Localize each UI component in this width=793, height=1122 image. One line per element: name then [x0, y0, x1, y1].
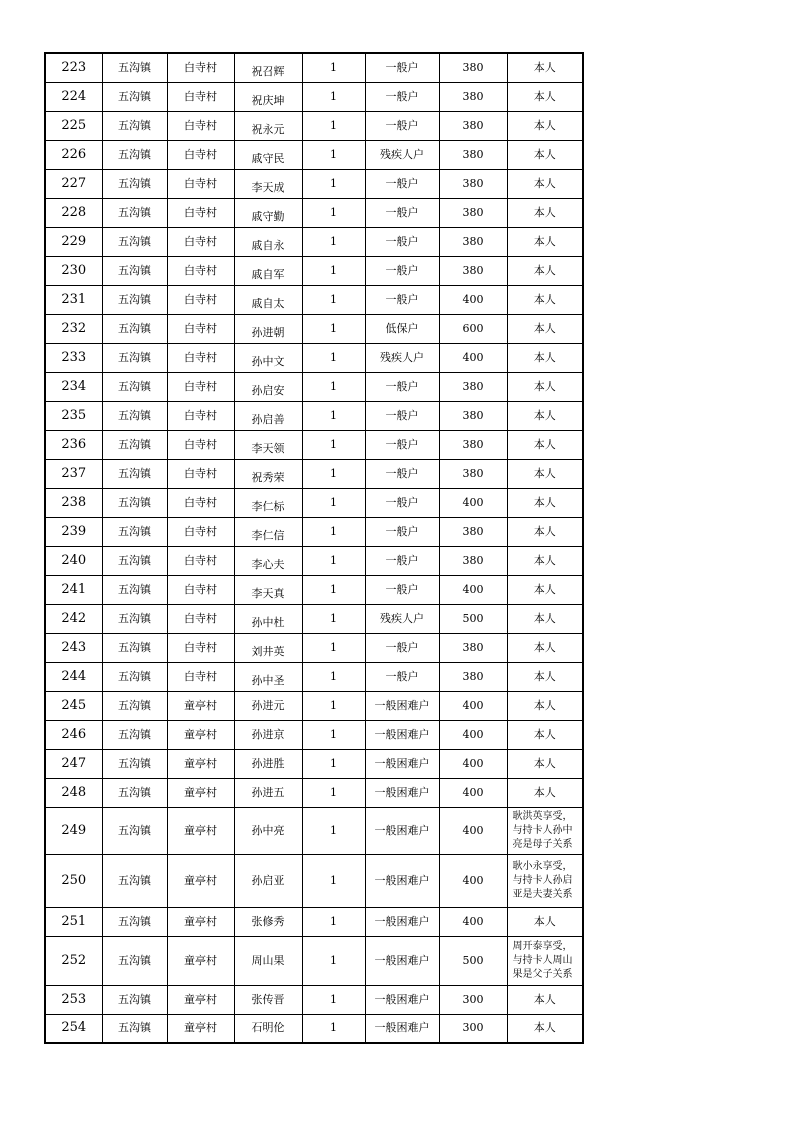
household-count-cell: 1 [302, 169, 365, 198]
recipient-note-cell: 本人 [507, 907, 583, 936]
amount-cell: 380 [439, 53, 507, 82]
town-cell: 五沟镇 [102, 854, 167, 907]
cardholder-name-cell: 孙启安 [234, 372, 302, 401]
table-row [45, 169, 583, 198]
amount-cell: 500 [439, 936, 507, 985]
household-type-cell: 一般户 [365, 53, 439, 82]
household-type-cell: 一般困难户 [365, 807, 439, 854]
recipient-note-cell: 本人 [507, 53, 583, 82]
recipient-note-cell: 本人 [507, 749, 583, 778]
cardholder-name-cell: 李心夫 [234, 546, 302, 575]
cardholder-name-cell: 戚守勤 [234, 198, 302, 227]
amount-cell: 380 [439, 256, 507, 285]
amount-cell: 380 [439, 517, 507, 546]
household-count-cell: 1 [302, 546, 365, 575]
serial-number-cell: 247 [45, 749, 102, 778]
recipient-note-cell: 本人 [507, 198, 583, 227]
cardholder-name-cell: 孙中文 [234, 343, 302, 372]
household-count-cell: 1 [302, 662, 365, 691]
recipient-note-cell: 本人 [507, 401, 583, 430]
amount-cell: 400 [439, 720, 507, 749]
serial-number-cell: 236 [45, 430, 102, 459]
household-count-cell: 1 [302, 285, 365, 314]
serial-number-cell: 242 [45, 604, 102, 633]
table-row [45, 517, 583, 546]
cardholder-name-cell: 祝秀荣 [234, 459, 302, 488]
cardholder-name-cell: 孙进胜 [234, 749, 302, 778]
serial-number-cell: 249 [45, 807, 102, 854]
village-cell: 童亭村 [167, 749, 234, 778]
household-type-cell: 残疾人户 [365, 343, 439, 372]
serial-number-cell: 223 [45, 53, 102, 82]
town-cell: 五沟镇 [102, 807, 167, 854]
village-cell: 白寺村 [167, 227, 234, 256]
household-type-cell: 一般户 [365, 285, 439, 314]
town-cell: 五沟镇 [102, 546, 167, 575]
town-cell: 五沟镇 [102, 778, 167, 807]
household-type-cell: 一般户 [365, 256, 439, 285]
table-row [45, 633, 583, 662]
subsidy-table [44, 52, 584, 1044]
cardholder-name-cell: 孙中亮 [234, 807, 302, 854]
town-cell: 五沟镇 [102, 372, 167, 401]
amount-cell: 400 [439, 749, 507, 778]
table-row [45, 401, 583, 430]
amount-cell: 380 [439, 430, 507, 459]
recipient-note-cell: 本人 [507, 169, 583, 198]
recipient-note-cell: 本人 [507, 1014, 583, 1043]
amount-cell: 400 [439, 778, 507, 807]
cardholder-name-cell: 李天成 [234, 169, 302, 198]
cardholder-name-cell: 孙进朝 [234, 314, 302, 343]
amount-cell: 300 [439, 1014, 507, 1043]
table-row [45, 662, 583, 691]
cardholder-name-cell: 孙中杜 [234, 604, 302, 633]
table-row [45, 343, 583, 372]
village-cell: 白寺村 [167, 82, 234, 111]
household-count-cell: 1 [302, 314, 365, 343]
village-cell: 白寺村 [167, 575, 234, 604]
recipient-note-cell: 本人 [507, 488, 583, 517]
household-count-cell: 1 [302, 488, 365, 517]
table-row [45, 227, 583, 256]
serial-number-cell: 241 [45, 575, 102, 604]
serial-number-cell: 240 [45, 546, 102, 575]
serial-number-cell: 234 [45, 372, 102, 401]
recipient-note-cell: 本人 [507, 517, 583, 546]
amount-cell: 400 [439, 691, 507, 720]
household-type-cell: 一般困难户 [365, 778, 439, 807]
town-cell: 五沟镇 [102, 82, 167, 111]
household-type-cell: 残疾人户 [365, 140, 439, 169]
village-cell: 童亭村 [167, 907, 234, 936]
serial-number-cell: 250 [45, 854, 102, 907]
serial-number-cell: 252 [45, 936, 102, 985]
serial-number-cell: 253 [45, 985, 102, 1014]
amount-cell: 380 [439, 459, 507, 488]
table-row [45, 720, 583, 749]
serial-number-cell: 243 [45, 633, 102, 662]
recipient-note-cell: 本人 [507, 111, 583, 140]
amount-cell: 380 [439, 633, 507, 662]
household-type-cell: 一般户 [365, 575, 439, 604]
recipient-note-cell: 本人 [507, 430, 583, 459]
serial-number-cell: 251 [45, 907, 102, 936]
serial-number-cell: 245 [45, 691, 102, 720]
household-count-cell: 1 [302, 82, 365, 111]
serial-number-cell: 228 [45, 198, 102, 227]
table-row [45, 907, 583, 936]
amount-cell: 380 [439, 227, 507, 256]
cardholder-name-cell: 戚自永 [234, 227, 302, 256]
household-type-cell: 一般户 [365, 459, 439, 488]
serial-number-cell: 229 [45, 227, 102, 256]
household-count-cell: 1 [302, 633, 365, 662]
village-cell: 白寺村 [167, 256, 234, 285]
cardholder-name-cell: 祝召辉 [234, 53, 302, 82]
village-cell: 白寺村 [167, 401, 234, 430]
household-count-cell: 1 [302, 256, 365, 285]
table-row [45, 807, 583, 854]
village-cell: 白寺村 [167, 169, 234, 198]
household-count-cell: 1 [302, 936, 365, 985]
recipient-note-cell: 本人 [507, 372, 583, 401]
village-cell: 童亭村 [167, 985, 234, 1014]
household-type-cell: 一般户 [365, 169, 439, 198]
town-cell: 五沟镇 [102, 256, 167, 285]
cardholder-name-cell: 戚自太 [234, 285, 302, 314]
cardholder-name-cell: 戚自军 [234, 256, 302, 285]
cardholder-name-cell: 孙中圣 [234, 662, 302, 691]
serial-number-cell: 254 [45, 1014, 102, 1043]
household-type-cell: 一般困难户 [365, 936, 439, 985]
table-row [45, 985, 583, 1014]
table-row [45, 936, 583, 985]
household-type-cell: 一般困难户 [365, 854, 439, 907]
cardholder-name-cell: 孙进京 [234, 720, 302, 749]
amount-cell: 400 [439, 575, 507, 604]
serial-number-cell: 226 [45, 140, 102, 169]
serial-number-cell: 225 [45, 111, 102, 140]
village-cell: 白寺村 [167, 546, 234, 575]
village-cell: 童亭村 [167, 807, 234, 854]
household-count-cell: 1 [302, 691, 365, 720]
household-count-cell: 1 [302, 720, 365, 749]
table-row [45, 749, 583, 778]
village-cell: 童亭村 [167, 778, 234, 807]
household-count-cell: 1 [302, 749, 365, 778]
cardholder-name-cell: 祝庆坤 [234, 82, 302, 111]
household-count-cell: 1 [302, 430, 365, 459]
cardholder-name-cell: 孙进五 [234, 778, 302, 807]
village-cell: 白寺村 [167, 343, 234, 372]
town-cell: 五沟镇 [102, 517, 167, 546]
table-row [45, 111, 583, 140]
household-type-cell: 一般困难户 [365, 691, 439, 720]
amount-cell: 600 [439, 314, 507, 343]
serial-number-cell: 238 [45, 488, 102, 517]
town-cell: 五沟镇 [102, 314, 167, 343]
amount-cell: 500 [439, 604, 507, 633]
household-type-cell: 一般户 [365, 401, 439, 430]
table-row [45, 82, 583, 111]
town-cell: 五沟镇 [102, 53, 167, 82]
serial-number-cell: 235 [45, 401, 102, 430]
amount-cell: 300 [439, 985, 507, 1014]
amount-cell: 380 [439, 140, 507, 169]
amount-cell: 380 [439, 198, 507, 227]
household-count-cell: 1 [302, 807, 365, 854]
town-cell: 五沟镇 [102, 633, 167, 662]
recipient-note-cell: 本人 [507, 778, 583, 807]
town-cell: 五沟镇 [102, 401, 167, 430]
town-cell: 五沟镇 [102, 691, 167, 720]
serial-number-cell: 224 [45, 82, 102, 111]
serial-number-cell: 239 [45, 517, 102, 546]
village-cell: 童亭村 [167, 936, 234, 985]
household-count-cell: 1 [302, 401, 365, 430]
village-cell: 白寺村 [167, 111, 234, 140]
household-type-cell: 一般户 [365, 633, 439, 662]
town-cell: 五沟镇 [102, 907, 167, 936]
household-count-cell: 1 [302, 372, 365, 401]
table-row [45, 314, 583, 343]
household-type-cell: 一般困难户 [365, 749, 439, 778]
household-type-cell: 一般户 [365, 372, 439, 401]
table-row [45, 256, 583, 285]
serial-number-cell: 227 [45, 169, 102, 198]
table-row [45, 691, 583, 720]
amount-cell: 400 [439, 343, 507, 372]
table-row [45, 430, 583, 459]
household-count-cell: 1 [302, 985, 365, 1014]
household-count-cell: 1 [302, 604, 365, 633]
cardholder-name-cell: 祝永元 [234, 111, 302, 140]
household-count-cell: 1 [302, 53, 365, 82]
table-row [45, 1014, 583, 1043]
household-type-cell: 一般户 [365, 488, 439, 517]
recipient-note-cell: 本人 [507, 227, 583, 256]
table-row [45, 53, 583, 82]
cardholder-name-cell: 孙启亚 [234, 854, 302, 907]
household-count-cell: 1 [302, 459, 365, 488]
household-count-cell: 1 [302, 575, 365, 604]
table-row [45, 546, 583, 575]
town-cell: 五沟镇 [102, 169, 167, 198]
table-row [45, 778, 583, 807]
household-count-cell: 1 [302, 111, 365, 140]
recipient-note-cell: 周开泰享受，与持卡人周山果是父子关系 [507, 936, 583, 985]
village-cell: 白寺村 [167, 459, 234, 488]
household-count-cell: 1 [302, 778, 365, 807]
recipient-note-cell: 本人 [507, 720, 583, 749]
amount-cell: 400 [439, 854, 507, 907]
village-cell: 白寺村 [167, 53, 234, 82]
serial-number-cell: 244 [45, 662, 102, 691]
household-type-cell: 一般户 [365, 111, 439, 140]
village-cell: 白寺村 [167, 285, 234, 314]
village-cell: 白寺村 [167, 517, 234, 546]
village-cell: 白寺村 [167, 140, 234, 169]
town-cell: 五沟镇 [102, 343, 167, 372]
household-type-cell: 残疾人户 [365, 604, 439, 633]
village-cell: 童亭村 [167, 691, 234, 720]
town-cell: 五沟镇 [102, 488, 167, 517]
village-cell: 白寺村 [167, 430, 234, 459]
town-cell: 五沟镇 [102, 140, 167, 169]
household-type-cell: 一般困难户 [365, 907, 439, 936]
serial-number-cell: 246 [45, 720, 102, 749]
amount-cell: 380 [439, 662, 507, 691]
household-count-cell: 1 [302, 198, 365, 227]
town-cell: 五沟镇 [102, 985, 167, 1014]
serial-number-cell: 248 [45, 778, 102, 807]
table-row [45, 575, 583, 604]
household-type-cell: 一般困难户 [365, 1014, 439, 1043]
town-cell: 五沟镇 [102, 285, 167, 314]
household-type-cell: 低保户 [365, 314, 439, 343]
recipient-note-cell: 耿小永享受，与持卡人孙启亚是夫妻关系 [507, 854, 583, 907]
village-cell: 白寺村 [167, 633, 234, 662]
amount-cell: 380 [439, 82, 507, 111]
town-cell: 五沟镇 [102, 575, 167, 604]
recipient-note-cell: 本人 [507, 140, 583, 169]
village-cell: 白寺村 [167, 372, 234, 401]
cardholder-name-cell: 刘井英 [234, 633, 302, 662]
table-row [45, 372, 583, 401]
town-cell: 五沟镇 [102, 227, 167, 256]
serial-number-cell: 233 [45, 343, 102, 372]
recipient-note-cell: 本人 [507, 691, 583, 720]
cardholder-name-cell: 戚守民 [234, 140, 302, 169]
amount-cell: 400 [439, 285, 507, 314]
household-type-cell: 一般户 [365, 82, 439, 111]
serial-number-cell: 237 [45, 459, 102, 488]
recipient-note-cell: 本人 [507, 575, 583, 604]
household-type-cell: 一般户 [365, 227, 439, 256]
village-cell: 白寺村 [167, 314, 234, 343]
household-count-cell: 1 [302, 1014, 365, 1043]
household-count-cell: 1 [302, 854, 365, 907]
household-count-cell: 1 [302, 140, 365, 169]
cardholder-name-cell: 张传晋 [234, 985, 302, 1014]
table-row [45, 285, 583, 314]
table-row [45, 604, 583, 633]
cardholder-name-cell: 周山果 [234, 936, 302, 985]
recipient-note-cell: 本人 [507, 314, 583, 343]
table-row [45, 459, 583, 488]
amount-cell: 380 [439, 372, 507, 401]
cardholder-name-cell: 孙进元 [234, 691, 302, 720]
table-row [45, 488, 583, 517]
amount-cell: 380 [439, 111, 507, 140]
recipient-note-cell: 本人 [507, 604, 583, 633]
recipient-note-cell: 本人 [507, 459, 583, 488]
recipient-note-cell: 耿洪英享受，与持卡人孙中亮是母子关系 [507, 807, 583, 854]
recipient-note-cell: 本人 [507, 285, 583, 314]
recipient-note-cell: 本人 [507, 546, 583, 575]
amount-cell: 380 [439, 401, 507, 430]
cardholder-name-cell: 李天真 [234, 575, 302, 604]
town-cell: 五沟镇 [102, 459, 167, 488]
household-type-cell: 一般困难户 [365, 720, 439, 749]
town-cell: 五沟镇 [102, 198, 167, 227]
town-cell: 五沟镇 [102, 1014, 167, 1043]
table-body [45, 53, 583, 1043]
town-cell: 五沟镇 [102, 749, 167, 778]
town-cell: 五沟镇 [102, 662, 167, 691]
household-count-cell: 1 [302, 907, 365, 936]
serial-number-cell: 230 [45, 256, 102, 285]
serial-number-cell: 232 [45, 314, 102, 343]
town-cell: 五沟镇 [102, 111, 167, 140]
amount-cell: 380 [439, 546, 507, 575]
village-cell: 童亭村 [167, 854, 234, 907]
village-cell: 白寺村 [167, 604, 234, 633]
cardholder-name-cell: 孙启善 [234, 401, 302, 430]
village-cell: 白寺村 [167, 198, 234, 227]
cardholder-name-cell: 李仁信 [234, 517, 302, 546]
recipient-note-cell: 本人 [507, 256, 583, 285]
household-count-cell: 1 [302, 227, 365, 256]
household-count-cell: 1 [302, 517, 365, 546]
village-cell: 童亭村 [167, 720, 234, 749]
recipient-note-cell: 本人 [507, 343, 583, 372]
table-row [45, 140, 583, 169]
amount-cell: 400 [439, 807, 507, 854]
household-type-cell: 一般困难户 [365, 985, 439, 1014]
recipient-note-cell: 本人 [507, 82, 583, 111]
cardholder-name-cell: 石明伦 [234, 1014, 302, 1043]
town-cell: 五沟镇 [102, 936, 167, 985]
household-type-cell: 一般户 [365, 198, 439, 227]
amount-cell: 380 [439, 169, 507, 198]
serial-number-cell: 231 [45, 285, 102, 314]
amount-cell: 400 [439, 907, 507, 936]
town-cell: 五沟镇 [102, 720, 167, 749]
recipient-note-cell: 本人 [507, 985, 583, 1014]
household-count-cell: 1 [302, 343, 365, 372]
household-type-cell: 一般户 [365, 517, 439, 546]
village-cell: 童亭村 [167, 1014, 234, 1043]
village-cell: 白寺村 [167, 488, 234, 517]
household-type-cell: 一般户 [365, 662, 439, 691]
amount-cell: 400 [439, 488, 507, 517]
town-cell: 五沟镇 [102, 430, 167, 459]
cardholder-name-cell: 李仁标 [234, 488, 302, 517]
recipient-note-cell: 本人 [507, 633, 583, 662]
cardholder-name-cell: 张修秀 [234, 907, 302, 936]
recipient-note-cell: 本人 [507, 662, 583, 691]
cardholder-name-cell: 李天领 [234, 430, 302, 459]
table-row [45, 198, 583, 227]
table-row [45, 854, 583, 907]
household-type-cell: 一般户 [365, 430, 439, 459]
town-cell: 五沟镇 [102, 604, 167, 633]
village-cell: 白寺村 [167, 662, 234, 691]
household-type-cell: 一般户 [365, 546, 439, 575]
